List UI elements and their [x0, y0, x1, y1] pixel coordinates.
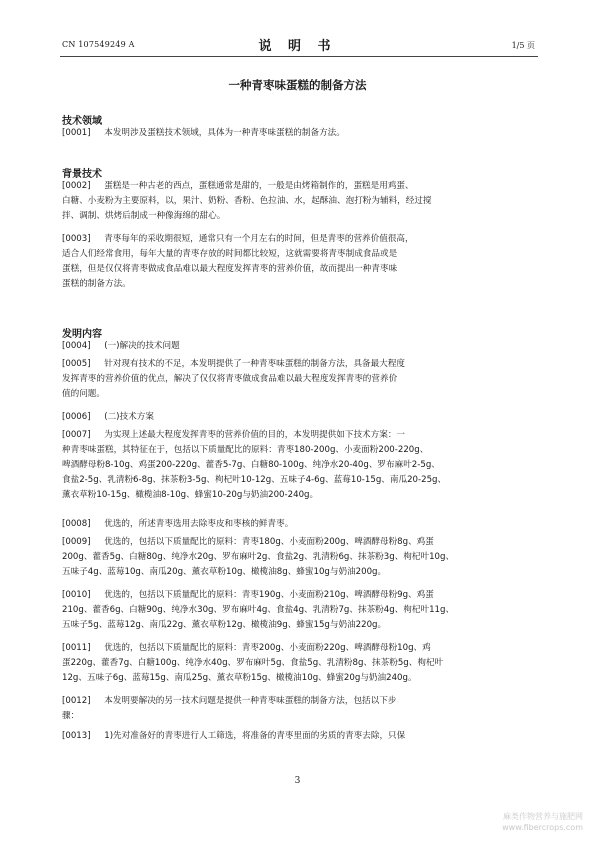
paragraph-0002: [0002] 蛋糕是一种古老的西点，蛋糕通常是甜的，一般是由烤箱制作的，蛋糕是用鸡蛋、 白糖、小麦粉为主要原料，以，果汁、奶粉、香粉、色拉油、水，起酥油、泡打粉为辅料，经过搅 拌、调制、烘烤后制成一种像海绵的甜心。 [62, 181, 432, 221]
paragraph-0006: [0006] (二)技术方案 [62, 412, 154, 422]
paragraph-0013: [0013] 1)先对准备好的青枣进行人工筛选，将准备的青枣里面的劣质的青枣去除，只保 [62, 731, 406, 741]
document-title: 一种青枣味蛋糕的制备方法 [228, 78, 367, 92]
watermark [502, 811, 583, 833]
page-indicator: 1/5 页 [511, 41, 535, 50]
patent-number: CN 107549249 A [62, 40, 135, 49]
paragraph-0004: [0004] (一)解决的技术问题 [62, 341, 180, 351]
paragraph-0010: [0010] 优选的，包括以下质量配比的原料：青枣190g、小麦面粉210g、啤酒酵母粉9g、鸡蛋 210g、藿香6g、白糖90g、纯净水30g、罗布麻叶4g、食盐4g、乳清粉7g、抹茶粉4g、枸杞叶11g、 五味子5g、蓝莓12g、南瓜22g、薰衣草粉12g、橄榄油9g、蜂蜜15g与奶油220g。 [62, 590, 455, 630]
section-heading-tech-field: 技术领域 [62, 116, 102, 127]
paragraph-0001: [0001] 本发明涉及蛋糕技术领域，具体为一种青枣味蛋糕的制备方法。 [62, 128, 345, 138]
section-heading-summary: 发明内容 [62, 329, 102, 340]
paragraph-0003: [0003] 青枣每年的采收期很短，通常只有一个月左右的时间，但是青枣的营养价值很高， 适合人们经常食用，每年大量的青枣存放的时间都比较短，这就需要将青枣制成食品或是 蛋糕，但是仅仅将青枣做成食品难以最大程度发挥青枣的营养价值，故而提出一种青枣味 蛋糕的制备方法。 [62, 234, 414, 289]
section-heading-background: 背景技术 [62, 169, 102, 180]
paragraph-0007: [0007] 为实现上述最大程度发挥青枣的营养价值的目的，本发明提供如下技术方案：一 种青枣味蛋糕，其特征在于，包括以下质量配比的原料：青枣180-200g、小麦面粉200-220g、 啤酒酵母粉8-10g、鸡蛋200-220g、藿香5-7g、白糖80-100g、纯净水20-40g、罗布麻叶2-5g、 食盐2-5g、乳清粉6-8g、抹茶粉3-5g、枸杞叶10-12g、五味子4-6g、蓝莓10-15g、南瓜20-25g、 薰衣草粉10-15g、橄榄油8-10g、蜂蜜10-20g与奶油200-240g。 [62, 430, 447, 500]
paragraph-0011: [0011] 优选的，包括以下质量配比的原料：青枣200g、小麦面粉220g、啤酒酵母粉10g、鸡 蛋220g、藿香7g、白糖100g、纯净水40g、罗布麻叶5g、食盐5g、乳清粉8g、抹茶粉5g、枸杞叶 12g、五味子6g、蓝莓15g、南瓜25g、薰衣草粉15g、橄榄油10g、蜂蜜20g与奶油240g。 [62, 643, 444, 683]
watermark-line-1: 麻类作物营养与施肥网 [503, 812, 583, 821]
watermark-line-2: www.fibercrops.com [502, 823, 583, 832]
page-number: 3 [294, 776, 301, 786]
paragraph-0012: [0012] 本发明要解决的另一技术问题是提供一种青枣味蛋糕的制备方法，包括以下步 骤： [62, 696, 397, 721]
paragraph-0009: [0009] 优选的，包括以下质量配比的原料：青枣180g、小麦面粉200g、啤酒酵母粉8g、鸡蛋 200g、藿香5g、白糖80g、纯净水20g、罗布麻叶2g、食盐2g、乳清粉6g、抹茶粉3g、枸杞叶10g、 五味子4g、蓝莓10g、南瓜20g、薰衣草粉10g、橄榄油8g、蜂蜜10g与奶油200g。 [62, 537, 455, 577]
paragraph-0005: [0005] 针对现有技术的不足，本发明提供了一种青枣味蛋糕的制备方法，具备最大程度 发挥青枣的营养价值的优点，解决了仅仅将青枣做成食品难以最大程度发挥青枣的营养价 值的问题。 [62, 359, 406, 399]
document-type-heading: 说 明 书 [258, 39, 337, 54]
header-divider [60, 56, 538, 57]
paragraph-0008: [0008] 优选的，所述青枣选用去除枣皮和枣核的鲜青枣。 [62, 519, 294, 529]
